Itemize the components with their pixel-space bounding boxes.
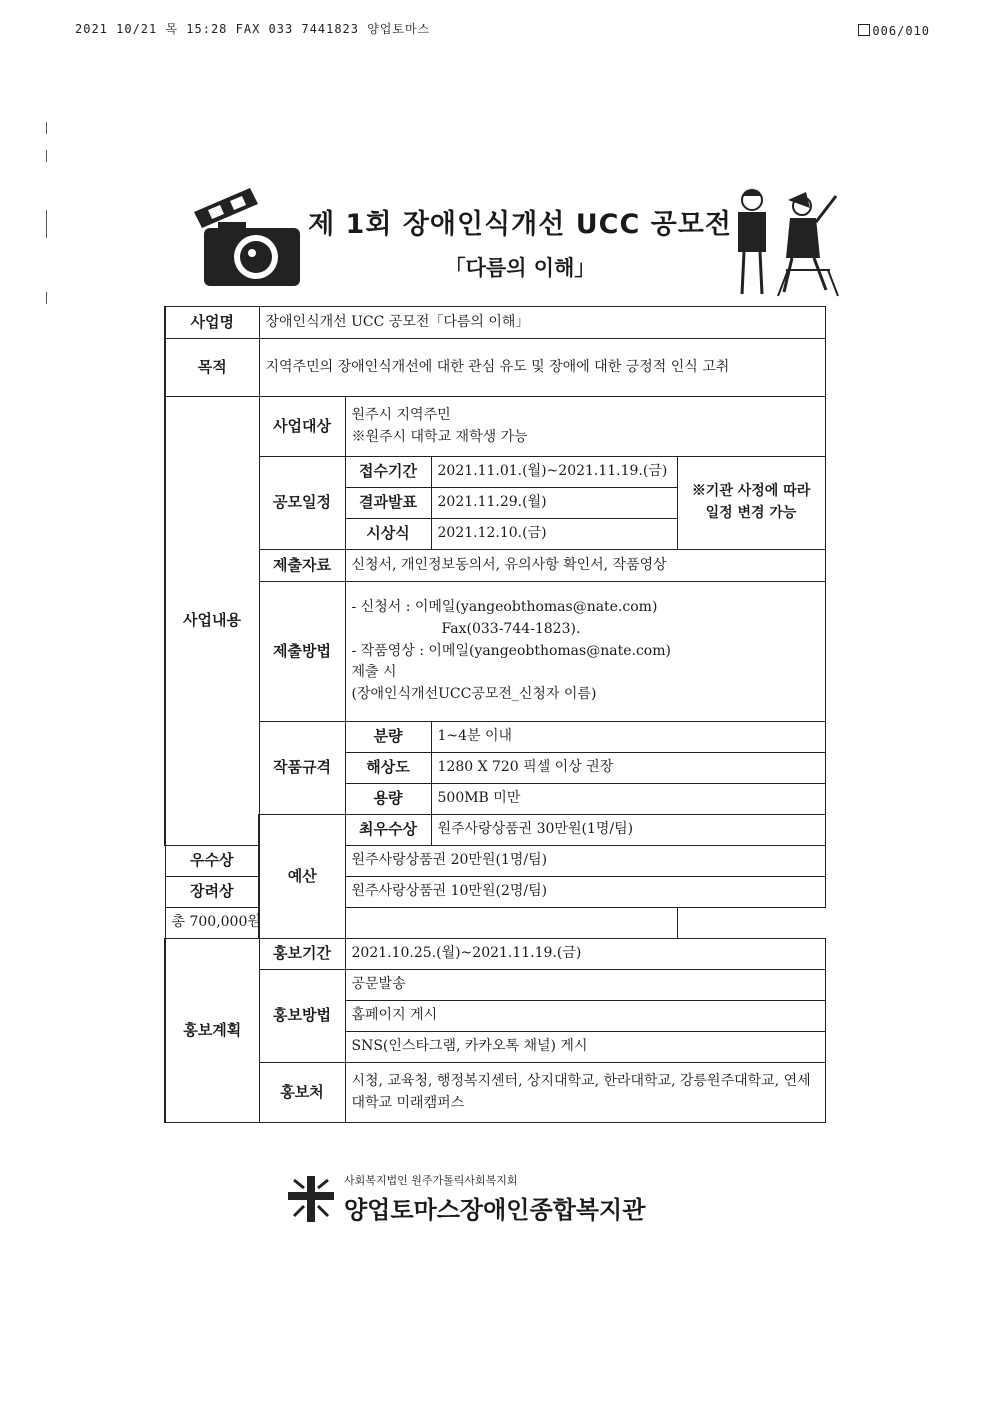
- submit-method-line: Fax(033-744-1823).: [441, 620, 581, 637]
- table-row: [165, 1063, 825, 1123]
- business-name-label: 사업명: [165, 307, 259, 339]
- promo-label: 홍보계획: [165, 939, 259, 1123]
- target-value: [345, 397, 825, 457]
- purpose-label: 목적: [165, 339, 259, 397]
- table-row: [165, 457, 825, 488]
- people-illustration-icon: [730, 178, 848, 300]
- spec-item-value: 500MB 미만: [431, 784, 825, 815]
- fax-page-text: 006/010: [872, 24, 930, 38]
- table-row: [165, 908, 825, 939]
- submit-method-line: - 신청서 : 이메일(yangeobthomas@nate.com): [351, 599, 658, 616]
- promo-method-label: 홍보방법: [259, 970, 345, 1063]
- margin-mark: [46, 150, 47, 162]
- schedule-item-label: 시상식: [345, 519, 431, 550]
- promo-period-label: 홍보기간: [259, 939, 345, 970]
- promo-method-value: 공문발송: [345, 970, 825, 1001]
- submit-method-line: 제출 시: [351, 664, 397, 681]
- table-row: [165, 815, 825, 846]
- promo-period-value: 2021.10.25.(월)~2021.11.19.(금): [345, 939, 825, 970]
- spec-item-value: 1280 X 720 픽셀 이상 권장: [431, 753, 825, 784]
- submit-method-line: - 작품영상 : 이메일(yangeobthomas@nate.com): [351, 642, 671, 659]
- schedule-item-value: 2021.11.29.(월): [431, 488, 677, 519]
- contest-info-table: [164, 306, 826, 1123]
- submit-docs-label: 제출자료: [259, 550, 345, 582]
- table-row: [165, 939, 825, 970]
- organization-logo-icon: [286, 1174, 336, 1224]
- spec-item-label: 해상도: [345, 753, 431, 784]
- spec-label: 작품규격: [259, 722, 345, 815]
- award-label: 장려상: [165, 877, 259, 908]
- spec-item-label: 용량: [345, 784, 431, 815]
- award-value: 원주사랑상품권 10만원(2명/팀): [345, 877, 825, 908]
- schedule-item-value: 2021.11.01.(월)~2021.11.19.(금): [431, 457, 677, 488]
- table-row: [165, 970, 825, 1001]
- table-row: [165, 550, 825, 582]
- award-value: 원주사랑상품권 20만원(1명/팀): [345, 846, 825, 877]
- budget-label: 예산: [259, 815, 345, 939]
- promo-target-label: 홍보처: [259, 1063, 345, 1123]
- target-line: 원주시 지역주민: [351, 406, 451, 423]
- schedule-item-label: 접수기간: [345, 457, 431, 488]
- fax-check-icon: [858, 24, 870, 36]
- fax-header: 2021 10/21 목 15:28 FAX 033 7441823 양업토마스: [75, 22, 431, 36]
- budget-total: 총 700,000원: [165, 908, 677, 939]
- business-name-value: 장애인식개선 UCC 공모전「다름의 이해」: [259, 307, 825, 339]
- table-row: [165, 722, 825, 753]
- schedule-note: ※기관 사정에 따라 일정 변경 가능: [677, 457, 825, 550]
- spec-item-label: 분량: [345, 722, 431, 753]
- award-label: 최우수상: [345, 815, 431, 846]
- table-row: [165, 307, 825, 339]
- margin-mark: [46, 292, 47, 304]
- target-label: 사업대상: [259, 397, 345, 457]
- spec-item-value: 1~4분 이내: [431, 722, 825, 753]
- organization-parent-name: 사회복지법인 원주가톨릭사회복지회: [344, 1174, 518, 1187]
- promo-target-value: 시청, 교육청, 행정복지센터, 상지대학교, 한라대학교, 강릉원주대학교, 연세대학교 미래캠퍼스: [345, 1063, 825, 1123]
- submit-method-value: [345, 582, 825, 722]
- title-area: [190, 178, 850, 298]
- promo-method-value: 홈페이지 게시: [345, 1001, 825, 1032]
- schedule-item-label: 결과발표: [345, 488, 431, 519]
- purpose-value: 지역주민의 장애인식개선에 대한 관심 유도 및 장애에 대한 긍정적 인식 고취: [259, 339, 825, 397]
- submit-method-label: 제출방법: [259, 582, 345, 722]
- margin-mark: [46, 122, 47, 134]
- content-label: 사업내용: [165, 397, 259, 846]
- table-row: [165, 339, 825, 397]
- table-row: [165, 582, 825, 722]
- footer-organization: [286, 1172, 706, 1232]
- promo-method-value: SNS(인스타그램, 카카오톡 채널) 게시: [345, 1032, 825, 1063]
- page-title: 제 1회 장애인식개선 UCC 공모전: [308, 209, 732, 240]
- schedule-label: 공모일정: [259, 457, 345, 550]
- award-value: 원주사랑상품권 30만원(1명/팀): [431, 815, 825, 846]
- organization-name: 양업토마스장애인종합복지관: [344, 1196, 646, 1224]
- margin-mark: [46, 210, 47, 238]
- award-label: 우수상: [165, 846, 259, 877]
- table-row: [165, 397, 825, 457]
- schedule-item-value: 2021.12.10.(금): [431, 519, 677, 550]
- fax-page-number: [858, 24, 930, 38]
- target-note: ※원주시 대학교 재학생 가능: [351, 428, 528, 445]
- page-subtitle: 「다름의 이해」: [444, 256, 596, 280]
- submit-docs-value: 신청서, 개인정보동의서, 유의사항 확인서, 작품영상: [345, 550, 825, 582]
- submit-method-line: (장애인식개선UCC공모전_신청자 이름): [351, 686, 597, 703]
